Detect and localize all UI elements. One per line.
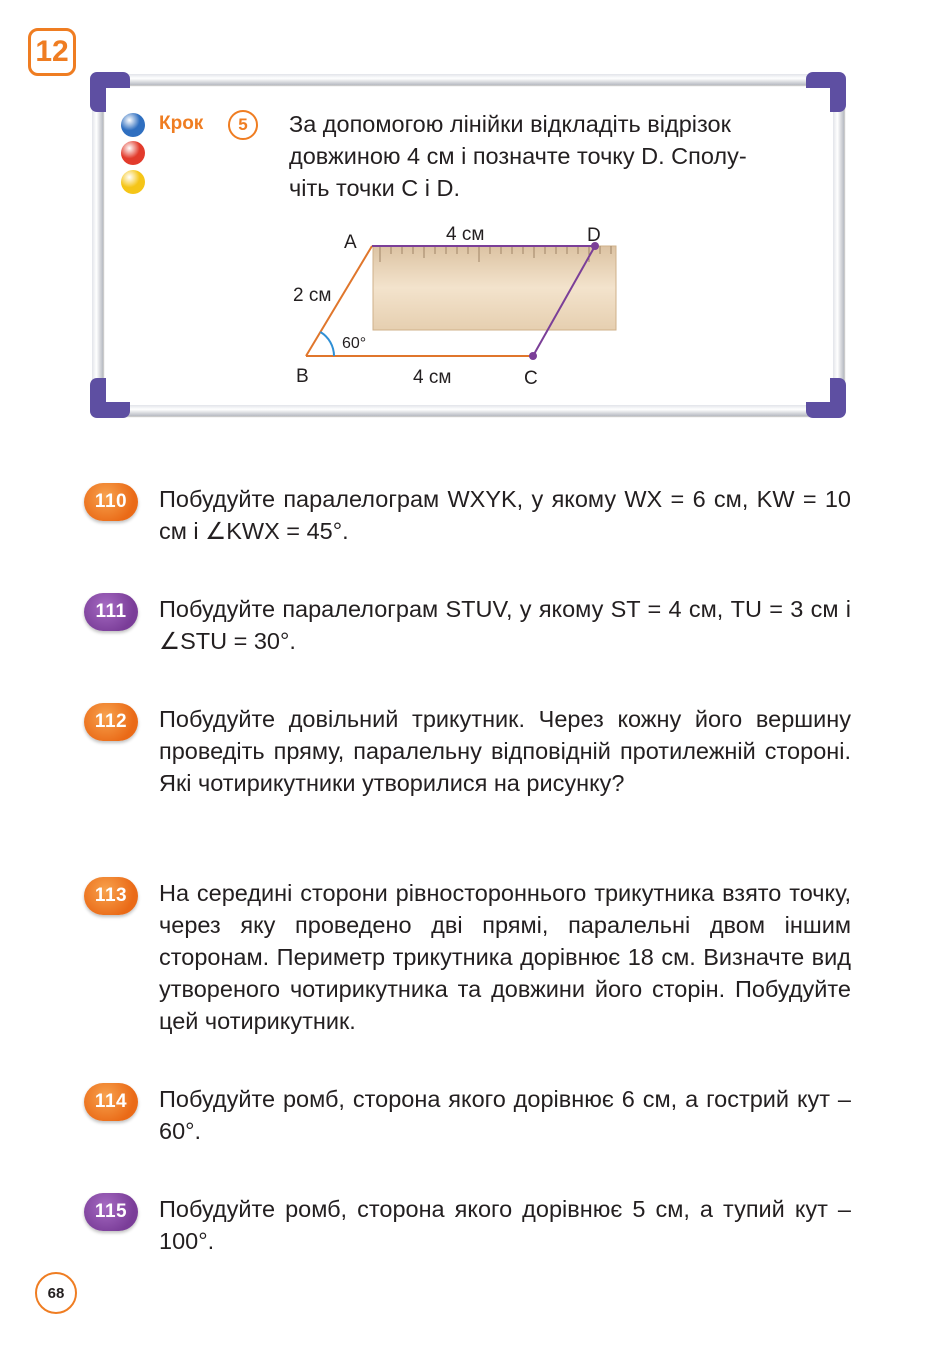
point-d-label: D — [587, 225, 601, 246]
board-corner-bottom-left — [90, 378, 130, 418]
top-side-length-label: 4 см — [446, 224, 485, 245]
task-number-badge: 113 — [84, 877, 138, 915]
page-number: 68 — [35, 1272, 77, 1314]
left-side-length-label: 2 см — [293, 285, 332, 306]
point-b-label: B — [296, 366, 309, 387]
task-text: Побудуйте довільний трикутник. Через кожну його вершину проведіть пряму, паралельну відповідній протилежній стороні. Які чотирикутники утворилися на рисунку? — [159, 706, 851, 796]
step-instruction: За допомогою лінійки відкладіть відрізок довжиною 4 см і позначте точку D. Сполу- чіть точки C і D. — [289, 111, 747, 201]
blue-dot-icon — [121, 113, 145, 137]
board-corner-top-right — [806, 72, 846, 112]
task-text: Побудуйте ромб, сторона якого дорівнює 6 см, а гострий кут – 60°. — [159, 1086, 851, 1144]
angle-arc — [320, 332, 334, 356]
task-text: Побудуйте паралелограм STUV, у якому ST = 4 см, TU = 3 см і ∠STU = 30°. — [159, 596, 851, 654]
board-rail-top — [116, 74, 820, 85]
red-dot-icon — [121, 141, 145, 165]
step-number: 5 — [228, 110, 258, 140]
parallelogram-construction-figure — [280, 222, 625, 392]
ruler-icon — [373, 246, 616, 330]
point-c-label: C — [524, 368, 538, 389]
task-number-badge: 111 — [84, 593, 138, 631]
task-text: На середині сторони рівностороннього трикутника взято точку, через яку проведено дві прямі, паралельні двом іншим сторонам. Периметр трикутника дорівнює 18 см. Визначте вид утвореного чотирикутника та довжини його сторін. Побудуйте цей чотирикутник. — [159, 880, 851, 1034]
board-corner-top-left — [90, 72, 130, 112]
board-rail-bottom — [116, 405, 820, 416]
board-corner-bottom-right — [806, 378, 846, 418]
task-number-badge: 114 — [84, 1083, 138, 1121]
point-a-label: A — [344, 232, 357, 253]
task-text: Побудуйте ромб, сторона якого дорівнює 5 см, а тупий кут – 100°. — [159, 1196, 851, 1254]
angle-label: 60° — [342, 335, 367, 352]
task-number-badge: 115 — [84, 1193, 138, 1231]
lesson-number-badge: 12 — [28, 28, 76, 76]
yellow-dot-icon — [121, 170, 145, 194]
task-text: Побудуйте паралелограм WXYK, у якому WX = 6 см, KW = 10 см і ∠KWX = 45°. — [159, 486, 851, 544]
step-label: Крок — [159, 113, 204, 134]
board-rail-right — [833, 98, 844, 392]
task-number-badge: 112 — [84, 703, 138, 741]
board-rail-left — [92, 98, 103, 392]
bottom-side-length-label: 4 см — [413, 367, 452, 388]
task-number-badge: 110 — [84, 483, 138, 521]
point-c-marker — [529, 352, 537, 360]
